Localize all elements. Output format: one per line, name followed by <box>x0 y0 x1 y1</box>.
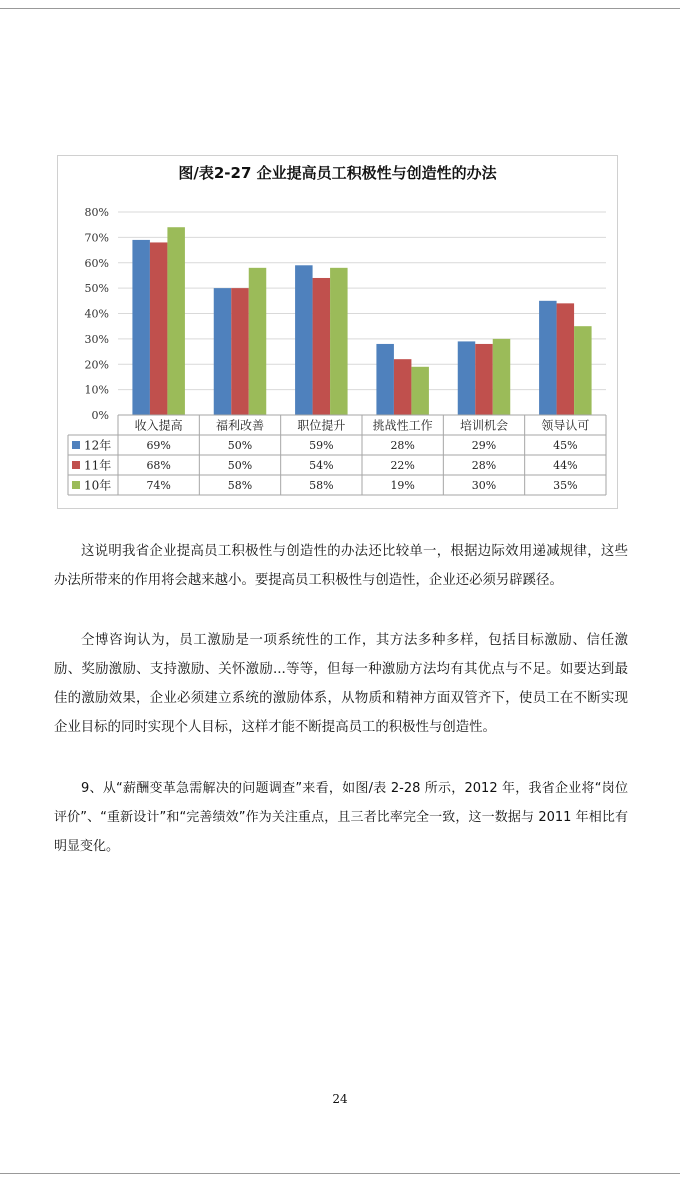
chart-title: 图/表2-27 企业提高员工积极性与创造性的办法 <box>178 164 497 182</box>
bar <box>557 303 575 415</box>
paragraph-incentive-system: 仝博咨询认为，员工激励是一项系统性的工作，其方法多种多样，包括目标激励、信任激励、奖励激励、支持激励、关怀激励...等等，但每一种激励方法均有其优点与不足。如要达到最佳的激励效果，企业必须建立系统的激励体系，从物质和精神方面双管齐下，使员工在不断实现企业目标的同时实现个人目标，这样才能不断提高员工的积极性与创造性。 <box>54 633 628 735</box>
bar <box>167 227 185 415</box>
bar <box>249 268 267 415</box>
data-label: 58% <box>227 479 253 492</box>
legend-label: 11年 <box>84 458 112 473</box>
data-label: 58% <box>309 479 334 492</box>
data-label: 69% <box>146 439 171 452</box>
bar <box>150 242 168 415</box>
bar <box>214 288 232 415</box>
bar <box>539 301 557 415</box>
paragraph-marginal-utility: 这说明我省企业提高员工积极性与创造性的办法还比较单一，根据边际效用递减规律，这些办法所带来的作用将会越来越小。要提高员工积极性与创造性，企业还必须另辟蹊径。 <box>54 544 628 588</box>
bar <box>394 359 412 415</box>
bar <box>574 326 592 415</box>
category-label: 福利改善 <box>215 418 265 433</box>
data-label: 30% <box>471 479 497 492</box>
bar <box>330 268 348 415</box>
legend-swatch <box>72 461 80 469</box>
bar-chart <box>58 156 617 508</box>
paragraph-salary-survey: 9、从“薪酬变革急需解决的问题调查”来看，如图/表 2-28 所示，2012 年，我省企业将“岗位评价”、“重新设计”和“完善绩效”作为关注重点，且三者比率完全一致，这一数据与 2011 年相比有明显变化。 <box>54 781 628 854</box>
data-label: 54% <box>309 459 334 472</box>
data-label: 68% <box>146 459 171 472</box>
bar <box>475 344 493 415</box>
data-label: 74% <box>146 479 171 492</box>
data-label: 28% <box>390 439 415 452</box>
category-label: 挑战性工作 <box>372 418 433 433</box>
bar <box>313 278 331 415</box>
chart-figure <box>57 155 618 509</box>
page-number: 24 <box>332 1092 348 1106</box>
data-label: 19% <box>390 479 415 492</box>
data-label: 44% <box>553 459 578 472</box>
y-tick-label: 80% <box>84 206 109 219</box>
y-tick-label: 60% <box>84 256 109 270</box>
data-label: 28% <box>471 459 497 472</box>
data-label: 35% <box>553 479 578 492</box>
category-label: 培训机会 <box>459 418 509 433</box>
bar <box>231 288 249 415</box>
data-label: 50% <box>227 439 253 452</box>
y-tick-label: 10% <box>84 383 109 397</box>
y-tick-label: 70% <box>84 231 109 245</box>
bar <box>132 240 150 415</box>
data-label: 29% <box>471 439 497 452</box>
y-tick-label: 30% <box>84 332 109 346</box>
category-label: 收入提高 <box>134 418 183 433</box>
y-tick-label: 40% <box>84 307 109 321</box>
bar <box>376 344 394 415</box>
bar <box>411 367 429 415</box>
header-rule <box>0 8 680 9</box>
y-tick-label: 50% <box>84 282 109 296</box>
y-tick-label: 20% <box>84 358 109 372</box>
footer-rule <box>0 1173 680 1174</box>
data-label: 45% <box>553 439 578 452</box>
data-label: 59% <box>309 439 334 452</box>
y-tick-label: 0% <box>91 409 109 422</box>
data-label: 50% <box>227 459 253 472</box>
bar <box>493 339 511 415</box>
legend-swatch <box>72 441 80 449</box>
legend-label: 12年 <box>84 438 112 453</box>
legend-swatch <box>72 481 80 489</box>
category-label: 职位提升 <box>297 418 346 433</box>
bar <box>295 265 313 415</box>
legend-label: 10年 <box>84 478 112 493</box>
bar <box>458 341 476 415</box>
category-label: 领导认可 <box>541 418 590 433</box>
data-label: 22% <box>390 459 415 472</box>
